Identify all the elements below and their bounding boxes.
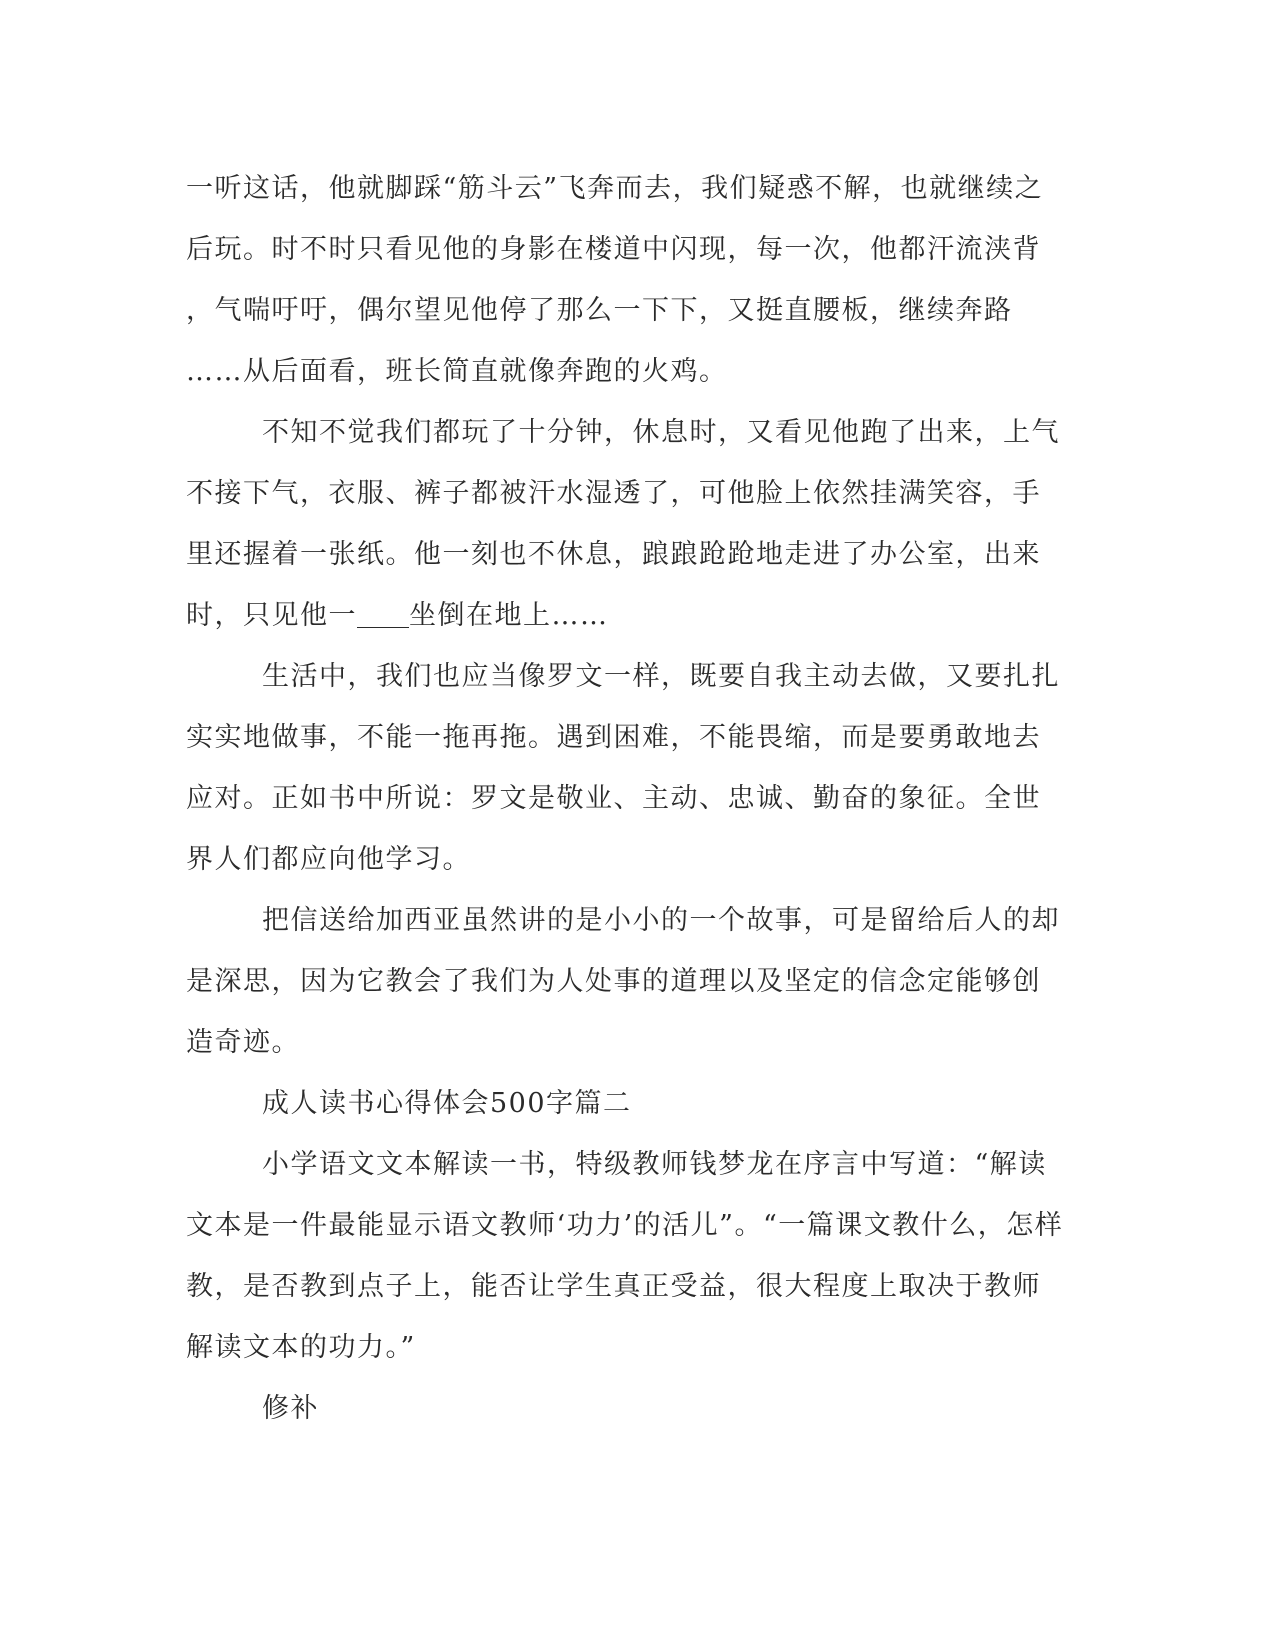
heading-text: 成人读书心得体会500字篇二	[262, 1088, 632, 1119]
text-line: 不知不觉我们都玩了十分钟，休息时，又看见他跑了出来，上气	[262, 417, 1060, 448]
text-line: 不接下气，衣服、裤子都被汗水湿透了，可他脸上依然挂满笑容，手	[186, 478, 1041, 509]
body-text	[186, 158, 1076, 1439]
text-line: 界人们都应向他学习。	[186, 844, 471, 875]
text-line: 把信送给加西亚虽然讲的是小小的一个故事，可是留给后人的却	[262, 905, 1060, 936]
text-fragment: 时，只见他一	[186, 600, 357, 631]
text-line: ，气喘吁吁，偶尔望见他停了那么一下下，又挺直腰板，继续奔路	[186, 295, 1013, 326]
paragraph-7	[186, 1378, 1076, 1439]
text-line: 教，是否教到点子上，能否让学生真正受益，很大程度上取决于教师	[186, 1271, 1041, 1302]
paragraph-1	[186, 158, 1076, 402]
text-line: 应对。正如书中所说：罗文是敬业、主动、忠诚、勤奋的象征。全世	[186, 783, 1041, 814]
text-fragment: 坐倒在地上……	[409, 600, 609, 631]
paragraph-3	[186, 646, 1076, 890]
text-line: 小学语文文本解读一书，特级教师钱梦龙在序言中写道：“解读	[262, 1149, 1047, 1180]
text-line: 实实地做事，不能一拖再拖。遇到困难，不能畏缩，而是要勇敢地去	[186, 722, 1041, 753]
paragraph-4	[186, 890, 1076, 1073]
section-heading	[186, 1073, 1076, 1134]
paragraph-2	[186, 402, 1076, 646]
text-line: ……从后面看，班长简直就像奔跑的火鸡。	[186, 356, 728, 387]
text-line: 造奇迹。	[186, 1027, 300, 1058]
text-line-with-blank	[186, 585, 1076, 646]
text-line: 后玩。时不时只看见他的身影在楼道中闪现，每一次，他都汗流浃背	[186, 234, 1041, 265]
fill-in-blank	[357, 597, 409, 628]
text-line: 一听这话，他就脚踩“筋斗云”飞奔而去，我们疑惑不解，也就继续之	[186, 173, 1044, 204]
text-line: 文本是一件最能显示语文教师‘功力’的活儿”。“一篇课文教什么，怎样	[186, 1210, 1064, 1241]
paragraph-6	[186, 1134, 1076, 1378]
text-line: 里还握着一张纸。他一刻也不休息，踉踉跄跄地走进了办公室，出来	[186, 539, 1041, 570]
text-line: 生活中，我们也应当像罗文一样，既要自我主动去做，又要扎扎	[262, 661, 1060, 692]
text-line: 解读文本的功力。”	[186, 1332, 416, 1363]
text-line: 是深思，因为它教会了我们为人处事的道理以及坚定的信念定能够创	[186, 966, 1041, 997]
text-line: 修补	[262, 1393, 319, 1424]
